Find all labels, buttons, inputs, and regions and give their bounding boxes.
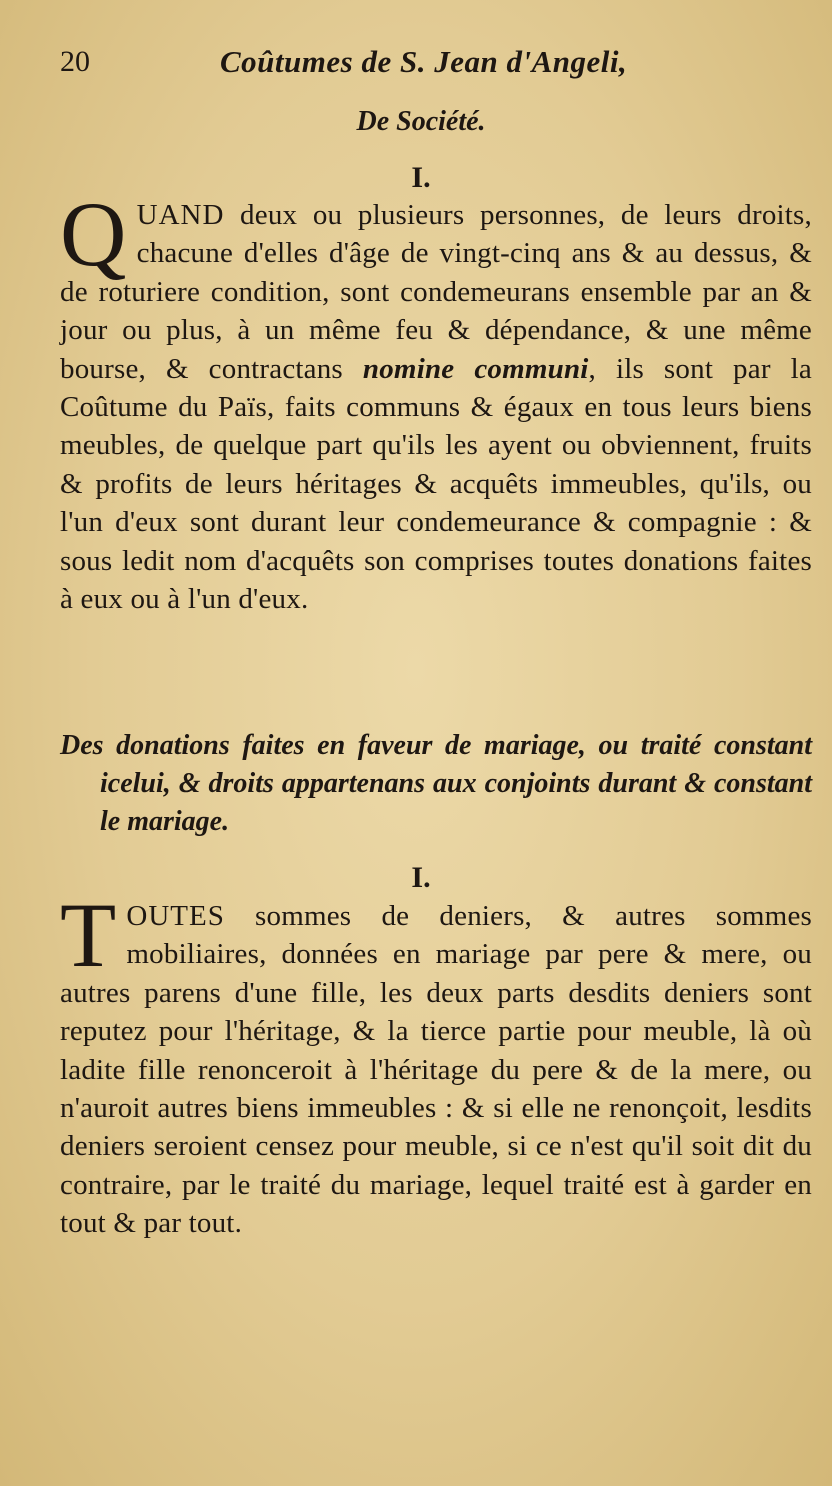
article-societe bbox=[60, 183, 812, 618]
page-header bbox=[60, 42, 800, 82]
article-text-part-2: , ils sont par la Coûtume du Païs, faits communs & égaux en tous leurs biens meubles, de quelque part qu'ils les ayent ou obviennent, fruits & profits de leurs héritages & acquêts immeubles, qu'ils, ou l'un d'eux sont durant leur condemeurance & compagnie : & sous ledit nom d'acquêts son comprises toutes donations faites à eux ou à l'un d'eux. bbox=[60, 352, 812, 616]
article-numeral-1: I. bbox=[411, 161, 431, 194]
article-donations bbox=[60, 884, 812, 1243]
drop-cap-q: Q bbox=[60, 183, 127, 285]
article-text-part-1: deux ou plusieurs personnes, de leurs droits, chacune d'elles d'âge de vingt-cinq ans & au dessus, & de roturiere condition, sont condemeurans ensemble par an & jour ou plus, à un même feu & dépendance, & une même bourse, & contractans bbox=[60, 199, 812, 385]
article-numeral-2: I. bbox=[411, 861, 431, 894]
running-title: Coûtumes de S. Jean d'Angeli, bbox=[220, 44, 628, 79]
article-text: sommes de deniers, & autres sommes mobiliaires, données en mariage par pere & mere, ou autres parens d'une fille, les deux parts desdits deniers sont reputez pour l'héritage, & la tierce partie pour meuble, là où ladite fille renonceroit à l'héritage du pere & de la mere, ou n'auroit autres biens immeubles : & si elle ne renonçoit, lesdits deniers seroient censez pour meuble, si ce n'est qu'il soit dit du contraire, par le traité du mariage, lequel traité est à garder en tout & par tout. bbox=[60, 900, 812, 1240]
latin-phrase: nomine communi bbox=[362, 352, 589, 385]
section-rubric-donations: Des donations faites en faveur de mariage, ou traité constant icelui, & droits appartenans aux conjoints durant & constant le mariage. bbox=[60, 730, 812, 837]
section-title-societe: De Société. bbox=[356, 106, 486, 137]
page-number: 20 bbox=[60, 45, 90, 78]
article-lead-word: OUTES bbox=[126, 900, 225, 932]
drop-cap-t: T bbox=[60, 884, 117, 986]
article-lead-word: UAND bbox=[136, 199, 225, 231]
